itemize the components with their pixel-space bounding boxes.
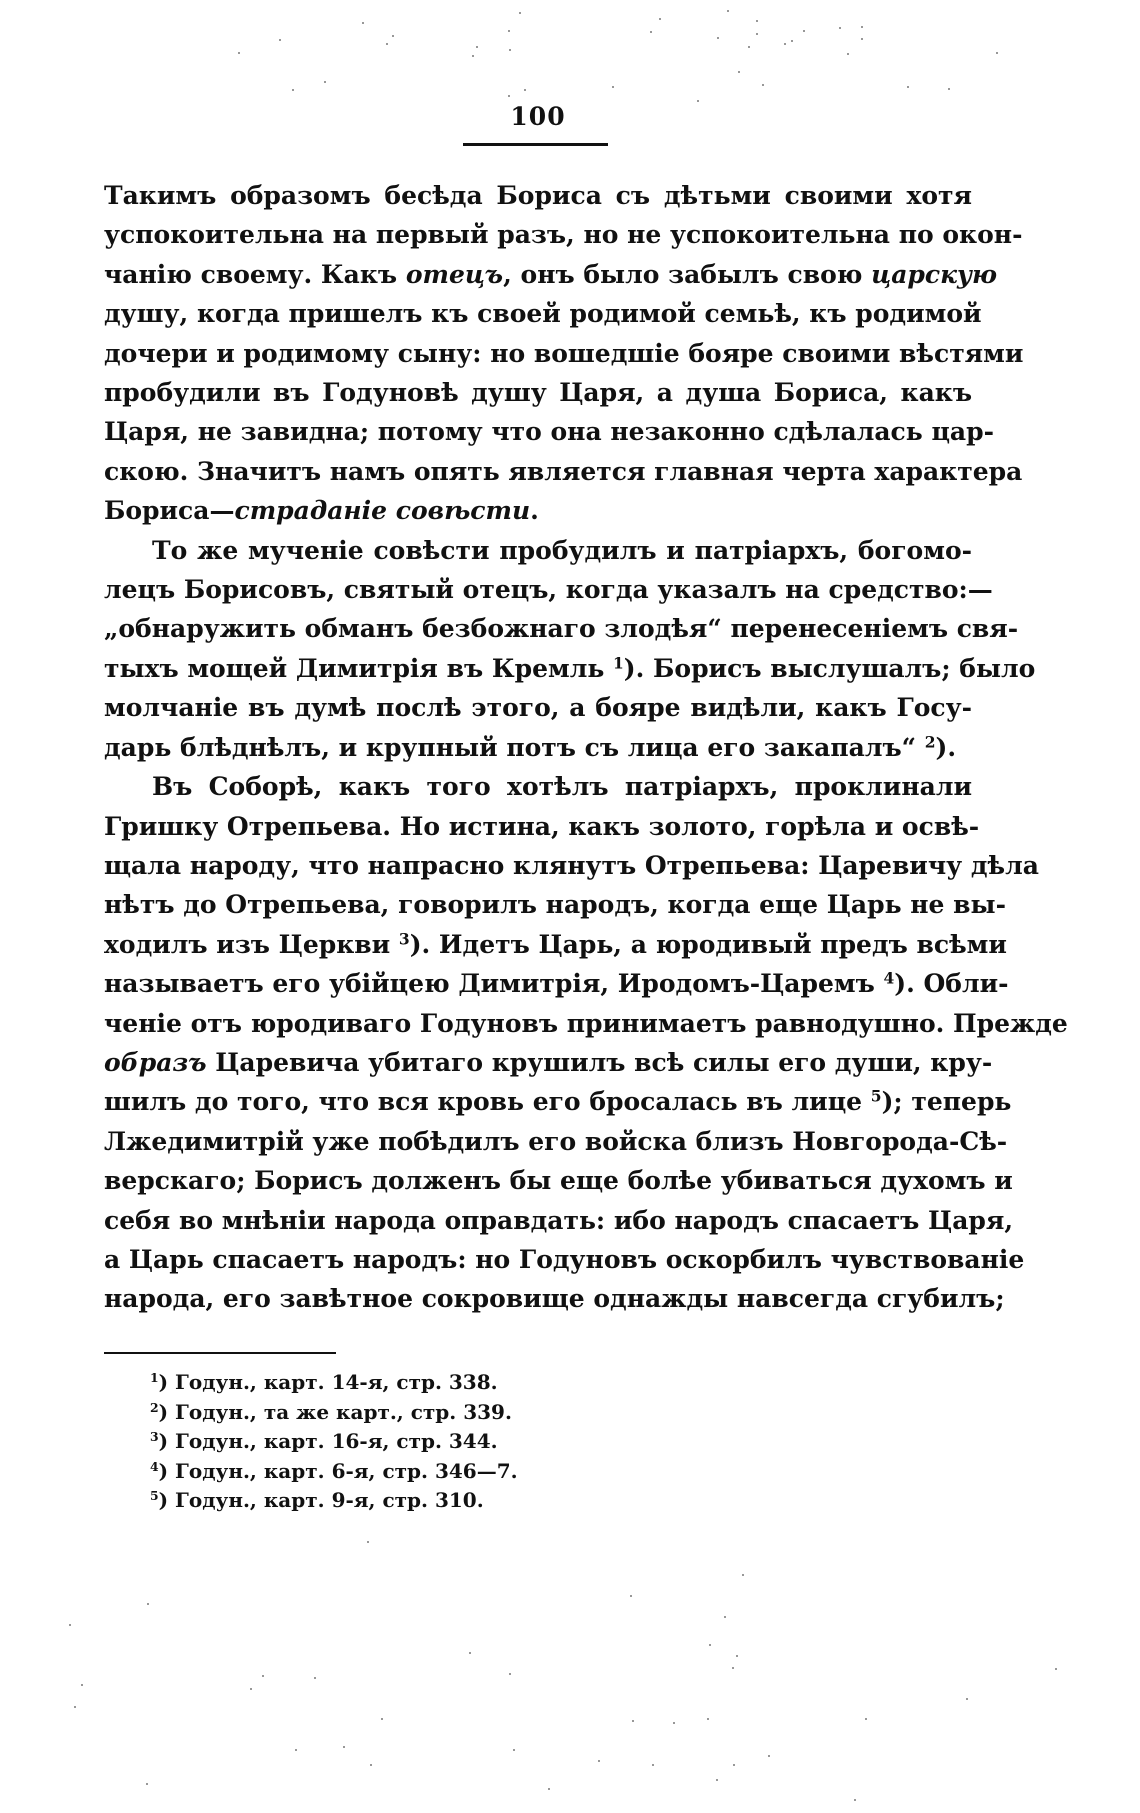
text-line [104, 1122, 1008, 1161]
text-line [104, 1201, 1014, 1240]
text-run: молчаніе въ думѣ послѣ этого, а бояре видѣли, какъ Госу- [104, 693, 972, 723]
footnote [150, 1486, 750, 1516]
footnote-reference: 1 [613, 653, 624, 673]
text-run: То же мученіе совѣсти пробудилъ и патріархъ, богомо- [152, 535, 972, 565]
footnote [150, 1457, 750, 1487]
text-run: тыхъ мощей Димитрія въ Кремль [104, 653, 613, 683]
scan-speck [513, 1749, 515, 1751]
italic-emphasis: царскую [871, 259, 998, 289]
text-run: душу, когда пришелъ къ своей родимой семьѣ, къ родимой [104, 299, 982, 329]
text-run: а Царь спасаетъ народъ: но Годуновъ оскорбилъ чувствованіе [104, 1244, 1025, 1274]
text-run: Царя, не завидна; потому что она незаконно сдѣлалась цар- [104, 417, 994, 447]
text-line [104, 807, 980, 846]
scan-speck [630, 1595, 632, 1597]
scan-speck [673, 1722, 675, 1724]
text-run: Лжедимитрій уже побѣдилъ его войска близъ Новгорода-Сѣ- [104, 1126, 1008, 1156]
scan-speck [839, 27, 841, 29]
text-line [104, 334, 1024, 373]
text-run: „обнаружить обманъ безбожнаго злодѣя“ перенесеніемъ свя- [104, 614, 1019, 644]
page-number: 100 [510, 102, 566, 131]
text-run: Царевича убитаго крушилъ всѣ силы его души, кру- [206, 1047, 993, 1077]
text-run: верскаго; Борисъ долженъ бы еще болѣе убиваться духомъ и [104, 1166, 1013, 1196]
scan-speck [598, 1760, 600, 1762]
footnote-mark: 3 [150, 1429, 159, 1445]
text-run: ). Идетъ Царь, а юродивый предъ всѣми [409, 929, 1007, 959]
scan-speck [756, 33, 758, 35]
footnotes [150, 1368, 750, 1516]
text-line [104, 609, 1019, 648]
scan-speck [262, 1675, 264, 1677]
text-line [104, 373, 972, 412]
scan-speck [724, 1616, 726, 1618]
page-number-rule [463, 143, 608, 146]
text-run: Въ Соборѣ, какъ того хотѣлъ патріархъ, проклинали [152, 772, 972, 802]
scan-speck [386, 43, 388, 45]
scan-speck [907, 86, 909, 88]
text-line [104, 1279, 1005, 1318]
scan-speck [784, 43, 786, 45]
footnote-mark: 4 [150, 1458, 159, 1474]
footnote-reference: 5 [870, 1086, 882, 1106]
scan-speck [854, 1799, 856, 1801]
scan-speck [381, 1718, 383, 1720]
text-line [104, 294, 982, 333]
text-line [104, 255, 998, 294]
scan-speck [762, 84, 764, 86]
text-line [104, 925, 1007, 964]
scan-speck [1055, 1668, 1057, 1670]
text-run: , онъ было забылъ свою [503, 259, 872, 289]
paragraph [104, 531, 1036, 767]
text-line [104, 412, 994, 451]
scan-speck [146, 1783, 148, 1785]
scan-speck [791, 40, 793, 42]
scan-speck [966, 1698, 968, 1700]
scan-speck [472, 55, 474, 57]
scan-speck [362, 22, 364, 24]
scan-speck [948, 88, 950, 90]
scan-speck [508, 95, 510, 97]
scan-speck [509, 49, 511, 51]
footnote-reference: 3 [398, 929, 410, 949]
text-run: успокоительна на первый разъ, но не успокоительна по окон- [104, 220, 1023, 250]
text-line [104, 1004, 1068, 1043]
footnote-text: ) Годун., карт. 9-я, стр. 310. [158, 1488, 484, 1512]
paragraph [104, 176, 1024, 531]
text-run: шилъ до того, что вся кровь его бросалась въ лице [104, 1087, 871, 1117]
scan-speck [727, 10, 729, 12]
scan-speck [707, 1718, 709, 1720]
text-line [104, 1043, 993, 1082]
scan-speck [392, 35, 394, 37]
text-line [104, 570, 993, 609]
scan-speck [469, 1652, 471, 1654]
text-run: ); теперь [881, 1087, 1012, 1117]
text-line [104, 452, 1023, 491]
text-line [104, 215, 1023, 254]
scan-speck [370, 1764, 372, 1766]
scan-speck [367, 1541, 369, 1543]
text-run: себя во мнѣніи народа оправдать: ибо народъ спасаетъ Царя, [104, 1205, 1014, 1235]
text-run: ). Борисъ выслушалъ; было [623, 653, 1036, 683]
scan-speck [295, 1749, 297, 1751]
scan-speck [847, 53, 849, 55]
footnote [150, 1427, 750, 1457]
paragraph [104, 767, 1068, 1319]
text-line [104, 1161, 1013, 1200]
scan-speck [732, 1667, 734, 1669]
text-run: пробудили въ Годуновѣ душу Царя, а душа Бориса, какъ [104, 378, 972, 408]
text-line [104, 846, 1039, 885]
scan-speck [238, 52, 240, 54]
scan-speck [612, 86, 614, 88]
text-run: ченіе отъ юродиваго Годуновъ принимаетъ равнодушно. Прежде [104, 1008, 1068, 1038]
text-run: ). Обли- [894, 969, 1009, 999]
scan-speck [738, 71, 740, 73]
text-run: Гришку Отрепьева. Но истина, какъ золото, горѣла и освѣ- [104, 811, 980, 841]
footnote-mark: 1 [150, 1370, 159, 1386]
text-run: . [530, 496, 539, 526]
text-run: Такимъ образомъ бесѣда Бориса съ дѣтьми своими хотя [104, 181, 972, 210]
scan-speck [524, 89, 526, 91]
scan-speck [147, 1603, 149, 1605]
footnote-reference: 2 [924, 732, 936, 752]
footnote-text: ) Годун., карт. 6-я, стр. 346—7. [158, 1458, 518, 1483]
scan-speck [69, 1624, 71, 1626]
scan-speck [292, 89, 294, 91]
footnote-mark: 5 [150, 1488, 159, 1504]
text-line [104, 1240, 1025, 1279]
scan-speck [509, 1673, 511, 1675]
footnote [150, 1398, 750, 1428]
scan-speck [519, 12, 521, 14]
scan-speck [748, 46, 750, 48]
body-text [104, 176, 1068, 1319]
text-run: нѣтъ до Отрепьева, говорилъ народъ, когда еще Царь не вы- [104, 890, 1006, 920]
scan-speck [324, 81, 326, 83]
scan-speck [709, 1644, 711, 1646]
scan-speck [343, 1746, 345, 1748]
text-run: дарь блѣднѣлъ, и крупный потъ съ лица его закапалъ“ [104, 732, 925, 762]
scan-speck [756, 20, 758, 22]
scan-speck [803, 30, 805, 32]
scan-speck [736, 1655, 738, 1657]
scan-speck [733, 1764, 735, 1766]
scan-speck [279, 39, 281, 41]
scan-speck [861, 38, 863, 40]
scan-speck [659, 18, 661, 20]
text-run: дочери и родимому сыну: но вошедшіе бояре своими вѣстями [104, 338, 1024, 368]
text-run: называетъ его убійцею Димитрія, Иродомъ-Царемъ [104, 969, 884, 999]
text-line [104, 728, 972, 767]
scan-speck [314, 1677, 316, 1679]
text-line [104, 767, 972, 806]
scan-speck [716, 1779, 718, 1781]
scan-speck [650, 31, 652, 33]
italic-emphasis: образъ [104, 1047, 207, 1077]
scan-speck [508, 30, 510, 32]
footnote-text: ) Годун., та же карт., стр. 339. [158, 1399, 512, 1424]
scan-speck [652, 1764, 654, 1766]
italic-emphasis: отецъ [405, 259, 504, 289]
footnote-rule [104, 1352, 336, 1354]
scan-speck [476, 46, 478, 48]
scan-speck [861, 26, 863, 28]
scan-speck [742, 1574, 744, 1576]
footnote-reference: 4 [883, 968, 895, 988]
scan-speck [81, 1684, 83, 1686]
text-line [104, 491, 972, 530]
text-line [104, 1082, 1012, 1121]
text-run: ). [935, 732, 957, 762]
footnote-text: ) Годун., карт. 16-я, стр. 344. [158, 1429, 498, 1453]
text-run: народа, его завѣтное сокровище однажды навсегда сгубилъ; [104, 1284, 1005, 1314]
footnote [150, 1368, 750, 1398]
text-run: чанію своему. Какъ [104, 259, 406, 289]
text-line [104, 649, 1036, 688]
text-run: Бориса— [104, 496, 235, 526]
scan-speck [250, 1688, 252, 1690]
text-line [104, 688, 972, 727]
text-run: скою. Значитъ намъ опять является главная черта характера [104, 456, 1023, 486]
scan-speck [697, 100, 699, 102]
text-run: щала народу, что напрасно клянутъ Отрепьева: Царевичу дѣла [104, 850, 1039, 880]
italic-emphasis: страданіе совѣсти [234, 496, 531, 526]
text-line [104, 531, 972, 570]
footnote-mark: 2 [150, 1399, 159, 1415]
text-line [104, 964, 1009, 1003]
text-line [104, 885, 1006, 924]
scan-speck [632, 1720, 634, 1722]
footnote-text: ) Годун., карт. 14-я, стр. 338. [158, 1370, 498, 1394]
text-run: ходилъ изъ Церкви [104, 929, 399, 959]
scan-speck [865, 1718, 867, 1720]
text-line [104, 176, 972, 215]
scan-speck [996, 52, 998, 54]
scan-speck [768, 1755, 770, 1757]
scan-speck [74, 1706, 76, 1708]
text-run: лецъ Борисовъ, святый отецъ, когда указалъ на средство:— [104, 575, 993, 605]
scan-speck [548, 1788, 550, 1790]
scan-speck [717, 37, 719, 39]
